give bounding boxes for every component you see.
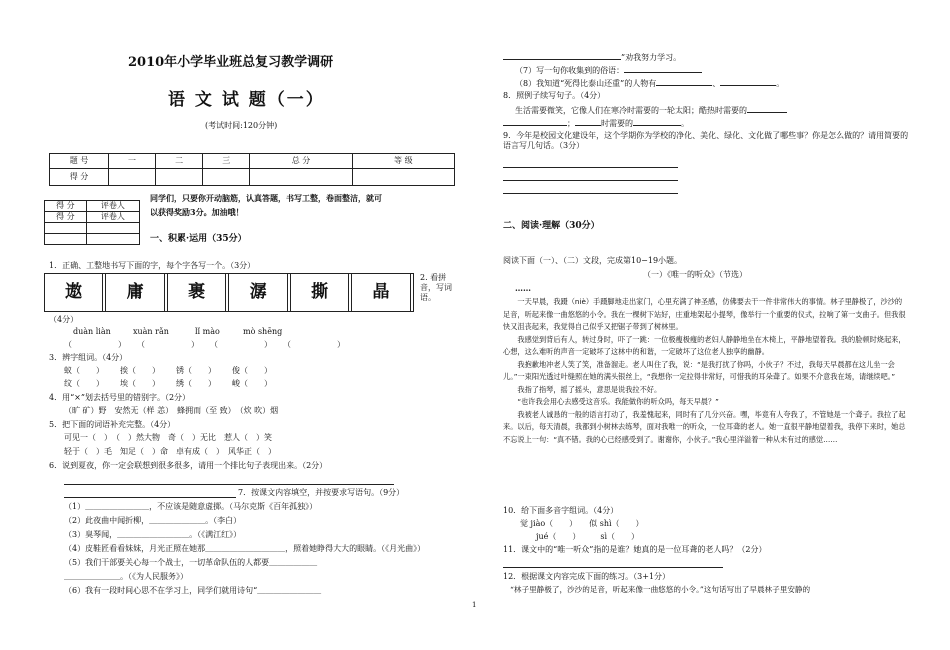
score-table-header: 三 — [203, 154, 250, 169]
question-2-score: （4分） — [49, 315, 79, 324]
passage-paragraph: “也许我会用心去感受这音乐。我能做你的听众吗，每天早晨？” — [517, 397, 719, 406]
intro-text-1: 同学们，只要你开动脑筋，认真答题，书写工整，卷面整洁，就可 — [150, 193, 382, 203]
question-9: 9．今年是校园文化建设年，这个学期你为学校的净化、美化、绿化、文化做了哪些事？你是怎么做的？请用简要的语言写几句话。（3分） — [503, 131, 909, 150]
passage-title: （一）《唯一的听众》（节选） — [643, 270, 747, 279]
grader-cell[interactable] — [86, 234, 139, 245]
q3-item[interactable]: 绣（ ） — [176, 379, 216, 388]
question-6: 6．说到夏夜，你一定会联想到很多很多，请用一个排比句子表现出来。（2分） — [49, 461, 328, 470]
question-3: 3．辨字组词。（4分） — [49, 353, 128, 362]
pinyin-1: duàn liàn — [73, 327, 111, 336]
char-cell: 遨 — [45, 274, 103, 312]
char-cell: 庸 — [106, 274, 164, 312]
passage-paragraph: 我被老人诚恳的一般的语言打动了，我羞愧起来，同时有了几分兴奋。嘿，毕竟有人夸我了，不管她是一个聋子。我拉了起来。以后，每天清晨，我都到小树林去练琴，面对我唯一的听众，一位耳聋的老人。她一直很平静地望着我，我停下来时，她总不忘说上一句：“真不错。我的心已经感受到了。谢谢你，小伙子。”我心里洋溢着一种从未有过的感觉…… — [503, 409, 906, 444]
q8-line-1[interactable]: 生活需要微笑，它像人们在寒冷时需要的一轮太阳；酷热时需要的 — [515, 104, 787, 116]
q9-answer-line[interactable] — [503, 167, 678, 168]
q5-row-2[interactable]: 轻于（ ）毛 知足（ ）命 卓有成（ ） 风华正（ ） — [64, 447, 276, 456]
q3-item[interactable]: 挨（ ） — [120, 366, 160, 375]
score-cell[interactable] — [250, 169, 352, 186]
q7-item[interactable]: （6）我有一段时间心思不在学习上，同学们就用诗句“＿＿＿＿＿＿＿＿ — [64, 586, 322, 595]
q4-text[interactable]: （旷 矿）野 安然无（样 恙） 蜂拥而（至 致） （炊 吹）烟 — [64, 406, 279, 415]
r-top-line[interactable]: ”劝我努力学习。 — [503, 51, 681, 63]
score-cell[interactable] — [156, 169, 203, 186]
grader-cell[interactable] — [45, 223, 87, 234]
page-number: 1 — [472, 601, 477, 609]
passage-paragraph: 我指了指琴，摇了摇头，意思是说我拉不好。 — [517, 384, 662, 394]
grader-label: 评卷人 — [86, 212, 139, 223]
exam-sub-title: 语 文 试 题（一） — [168, 90, 325, 110]
write-cell[interactable] — [410, 274, 413, 312]
score-table-header: 二 — [156, 154, 203, 169]
question-5: 5．把下面的词语补充完整。（4分） — [49, 420, 176, 429]
grader-label: 得 分 — [45, 201, 87, 212]
r-item-8[interactable]: （8）我知道“死得比泰山还重”的人物有 、 。 — [515, 79, 785, 88]
q6-answer-line[interactable] — [64, 484, 394, 485]
grader-table — [44, 200, 140, 245]
q7-item[interactable]: （3）臭琴闻，＿＿＿＿＿＿＿＿＿。（《满江红》） — [64, 530, 242, 539]
q11-answer-line[interactable] — [503, 567, 723, 568]
intro-text-2: 以获得奖励3分。加油哦！ — [150, 207, 244, 217]
q10-line-2[interactable]: jué（ ） sì（ ） — [536, 532, 640, 541]
q3-item[interactable]: 峻（ ） — [232, 379, 272, 388]
q3-item[interactable]: 蚁（ ） — [64, 366, 104, 375]
char-cell: 撕 — [290, 274, 348, 312]
q9-answer-line[interactable] — [503, 193, 678, 194]
section-two-heading: 二、阅读·理解（30分） — [503, 221, 600, 231]
q12-text: “林子里静极了，沙沙的足音，听起来像一曲悠悠的小令。”这句话写出了早晨林子里安静的 — [510, 585, 811, 594]
reading-intro: 阅读下面（一）、（二）文段，完成第10−19小题。 — [503, 256, 683, 265]
question-11: 11．课文中的“唯一听众”指的是谁？她真的是一位耳聋的老人吗？（2分） — [503, 545, 767, 554]
q6-answer-line[interactable] — [64, 497, 236, 498]
question-7: 7．按课文内容填空，并按要求写语句。（9分） — [238, 488, 405, 497]
q3-item[interactable]: 俊（ ） — [232, 366, 272, 375]
passage-body — [503, 296, 908, 446]
q7-item[interactable]: （2）此夜曲中闻折柳，＿＿＿＿＿＿＿。（李白） — [64, 516, 242, 525]
q10-line-1[interactable]: 觉 jiào（ ） 似 shì（ ） — [520, 519, 644, 528]
question-10: 10．给下面多音字组词。（4分） — [503, 506, 619, 515]
question-12: 12．根据课文内容完成下面的练习。（3+1分） — [503, 572, 671, 581]
question-1: 1．正确、工整地书写下面的字，每个字各写一个。（3分） — [49, 261, 256, 270]
char-cell: 潺 — [229, 274, 287, 312]
score-row-label: 得 分 — [50, 169, 109, 186]
grader-label: 评卷人 — [86, 201, 139, 212]
grader-cell[interactable] — [86, 223, 139, 234]
r-item-7[interactable]: （7）写一句你收集到的俗语： — [515, 64, 702, 76]
question-2-label: 2. 看拼音，写词语。 — [420, 273, 452, 302]
exam-main-title: 2010年小学毕业班总复习教学调研 — [128, 55, 334, 70]
pinyin-answer-blanks[interactable]: （ ） （ ） （ ） （ ） — [64, 340, 346, 349]
q7-item[interactable]: （5）我们干部要关心每一个战士，一切革命队伍的人都要＿＿＿＿＿＿ — [64, 558, 318, 567]
score-table-header: 等 级 — [352, 154, 454, 169]
score-cell[interactable] — [352, 169, 454, 186]
pinyin-3: lǐ mào — [195, 327, 220, 336]
pinyin-2: xuàn rǎn — [133, 327, 169, 336]
exam-time: (考试时间:120分钟) — [205, 121, 278, 130]
question-4: 4．用“×”划去括号里的错别字。（2分） — [49, 393, 191, 402]
q7-item[interactable]: （4）皮鞋匠看看妹妹，月光正照在她那＿＿＿＿＿＿＿＿＿＿，照着她睁得大大的眼睛。（《月光曲》） — [64, 544, 426, 553]
passage-paragraph: 我抱歉地冲老人笑了笑，准备溜走。老人叫住了我，说：“是我打扰了你吗，小伙子？不过，我每天早晨都在这儿坐一会儿。”一束阳光透过叶缝照在她的满头银丝上，“我想你一定拉得非常好，可惜我的耳朵聋了。如果不介意我在场，请继续吧。” — [503, 359, 896, 381]
char-cell: 裹 — [167, 274, 225, 312]
score-table-header: 一 — [109, 154, 156, 169]
passage-paragraph: 我感觉到背后有人，转过身时，吓了一跳：一位极瘦极瘦的老妇人静静地坐在木椅上，平静地望着我。我的脸顿时烧起来，心想，这么难听的声音一定破坏了这林中的和谐，一定破坏了这位老人独享的幽静。 — [503, 334, 906, 356]
q3-item[interactable]: 埃（ ） — [120, 379, 160, 388]
q5-row-1[interactable]: 可见一（ ） （ ）然大物 奇（ ）无比 惹人（ ）笑 — [64, 433, 272, 442]
pinyin-4: mò shēng — [243, 327, 283, 336]
char-cell: 晶 — [352, 274, 410, 312]
q3-item[interactable]: 纹（ ） — [64, 379, 104, 388]
character-grid — [44, 273, 414, 312]
q9-answer-line[interactable] — [503, 180, 678, 181]
grader-label: 得 分 — [45, 212, 87, 223]
q7-item[interactable]: （1）＿＿＿＿＿＿＿＿，不应该是随意虚掷。（马尔克斯《百年孤独》） — [64, 502, 318, 511]
score-table — [49, 153, 455, 186]
passage-paragraph: 一天早晨，我蹑（niè）手蹑脚地走出家门，心里充满了神圣感，仿佛要去干一件非常伟大的事情。林子里静极了，沙沙的足音，听起来像一曲悠悠的小令。我在一棵树下站好，庄重地架起小提琴，像举行一个重要的仪式，拉响了第一支曲子。但我很快又沮丧起来，我觉得自己似乎又把锯子带到了树林里。 — [503, 297, 906, 331]
question-8: 8．照例子续写句子。（4分） — [503, 91, 606, 100]
passage-ellipsis: …… — [515, 283, 531, 293]
grader-cell[interactable] — [45, 234, 87, 245]
section-one-heading: 一、积累·运用（35分） — [150, 234, 247, 244]
score-table-header: 题 号 — [50, 154, 109, 169]
q7-item[interactable]: ＿＿＿＿＿＿＿。（《为人民服务》） — [64, 572, 188, 581]
score-cell[interactable] — [109, 169, 156, 186]
q3-item[interactable]: 锈（ ） — [176, 366, 216, 375]
score-table-header: 总 分 — [250, 154, 352, 169]
score-cell[interactable] — [203, 169, 250, 186]
q8-line-2[interactable]: ； 时需要的 。 — [503, 117, 689, 129]
